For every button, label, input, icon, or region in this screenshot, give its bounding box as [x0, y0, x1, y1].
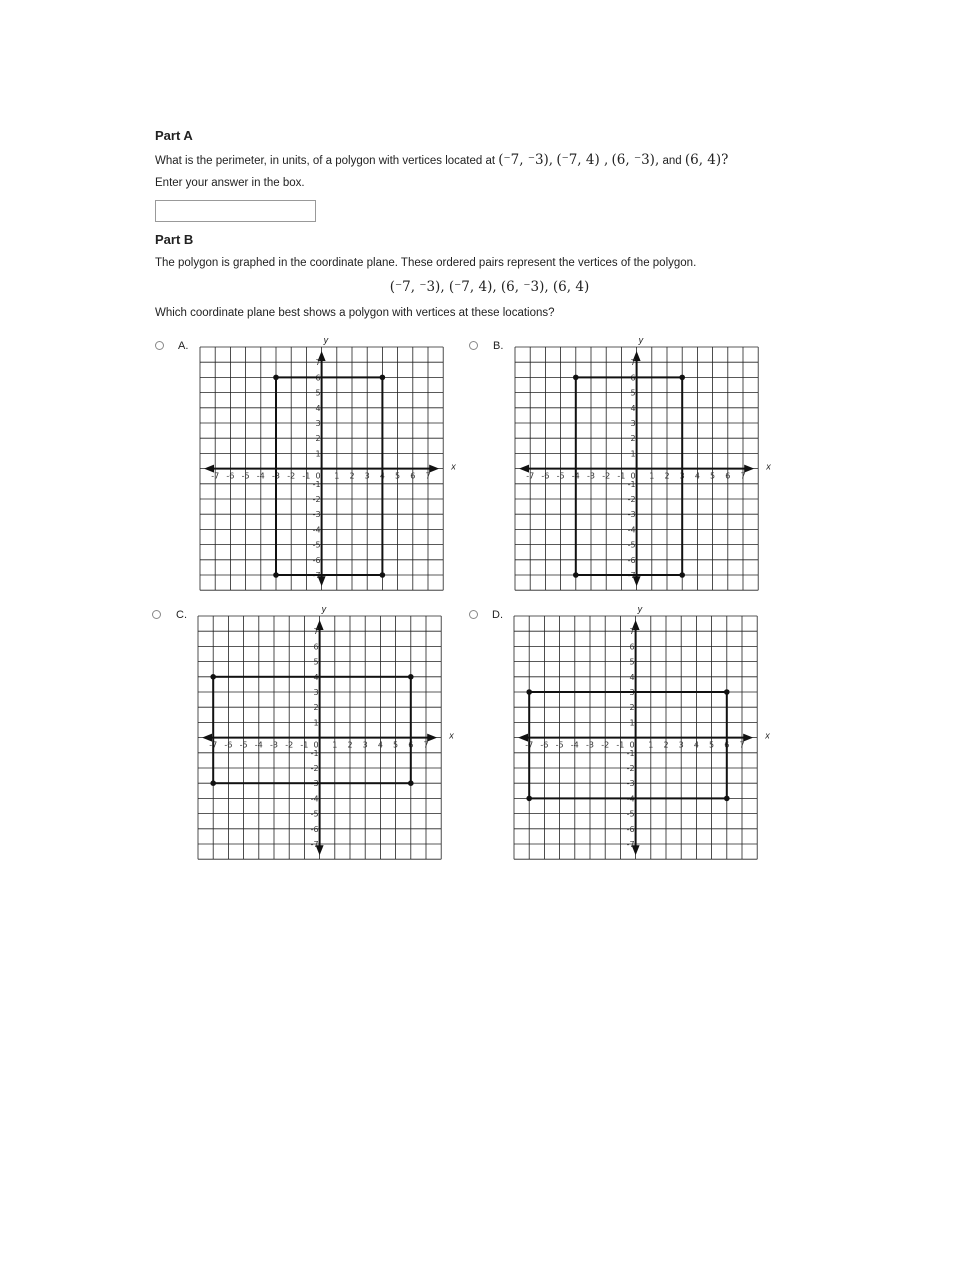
- y-tick-label: 4: [629, 672, 635, 682]
- option-d-radio[interactable]: [469, 610, 478, 619]
- part-b-intro: The polygon is graphed in the coordinate plane. These ordered pairs represent the vertices of the polygon.: [155, 257, 697, 269]
- x-tick-label: -5: [241, 471, 250, 481]
- x-axis-arrow-right: [429, 465, 439, 473]
- x-tick-label: -4: [256, 471, 265, 481]
- y-tick-label: 6: [313, 642, 319, 652]
- y-tick-label: -7: [312, 571, 321, 580]
- part-a-question: [155, 152, 728, 168]
- y-tick-label: 3: [313, 688, 319, 697]
- y-tick-label: 3: [629, 688, 635, 697]
- y-axis-label: y: [323, 335, 329, 345]
- y-tick-label: 6: [630, 373, 636, 383]
- origin-label: 0: [629, 740, 635, 750]
- option-a-label: A.: [178, 340, 189, 352]
- x-tick-label: -7: [211, 471, 220, 481]
- x-tick-label: -4: [254, 740, 263, 750]
- x-tick-label: 3: [679, 471, 685, 481]
- option-b-label: B.: [493, 340, 504, 352]
- y-tick-label: 7: [315, 358, 321, 368]
- y-tick-label: -1: [626, 748, 635, 758]
- y-tick-label: -2: [627, 495, 636, 504]
- x-tick-label: 4: [694, 471, 700, 481]
- vertex-point: [724, 689, 730, 695]
- x-tick-label: -6: [541, 471, 550, 481]
- x-tick-label: -1: [302, 471, 311, 481]
- y-tick-label: -3: [312, 510, 321, 520]
- x-tick-label: -3: [272, 471, 280, 481]
- y-tick-label: -5: [312, 540, 321, 550]
- x-tick-label: 7: [425, 471, 431, 481]
- y-tick-label: -5: [627, 540, 636, 550]
- option-d-label: D.: [492, 609, 503, 621]
- y-tick-label: 2: [629, 703, 635, 713]
- x-tick-label: 7: [739, 740, 745, 750]
- y-tick-label: -5: [310, 809, 319, 819]
- y-tick-label: 7: [630, 358, 636, 368]
- x-tick-label: -7: [526, 471, 535, 481]
- x-tick-label: -5: [239, 740, 248, 750]
- x-tick-label: 1: [334, 471, 340, 481]
- x-tick-label: 5: [710, 471, 716, 481]
- vertex-point: [408, 780, 414, 786]
- y-tick-label: -2: [312, 495, 321, 504]
- option-c-radio[interactable]: [152, 610, 161, 619]
- y-tick-label: -6: [626, 824, 635, 834]
- x-tick-label: -4: [570, 740, 579, 750]
- part-a-heading: Part A: [155, 128, 193, 143]
- y-tick-label: -4: [310, 794, 319, 804]
- x-tick-label: 3: [364, 471, 370, 481]
- vertex-2: (⁻7, 4) ,: [556, 152, 609, 168]
- part-b-question: Which coordinate plane best shows a polygon with vertices at these locations?: [155, 307, 555, 319]
- y-tick-label: -7: [627, 571, 636, 580]
- y-tick-label: -6: [312, 555, 321, 565]
- y-tick-label: 4: [630, 403, 636, 413]
- x-tick-label: -2: [287, 471, 296, 481]
- y-tick-label: 3: [315, 419, 321, 428]
- y-axis-label: y: [637, 604, 643, 614]
- x-tick-label: 7: [423, 740, 429, 750]
- y-tick-label: 1: [313, 718, 319, 728]
- vertex-point: [273, 375, 279, 381]
- y-tick-label: -1: [312, 479, 321, 489]
- y-tick-label: -3: [310, 779, 319, 789]
- x-axis-label: x: [449, 730, 454, 741]
- y-axis-label: y: [638, 335, 644, 345]
- vertex-point: [573, 375, 579, 381]
- vertex-point: [724, 796, 730, 802]
- y-tick-label: 2: [315, 434, 321, 444]
- x-tick-label: 5: [709, 740, 715, 750]
- x-tick-label: -1: [617, 471, 626, 481]
- y-axis-label: y: [321, 604, 327, 614]
- vertex-point: [679, 572, 685, 578]
- x-tick-label: 6: [725, 471, 731, 481]
- x-axis-label: x: [451, 461, 456, 472]
- vertex-3: (6, ⁻3),: [611, 152, 660, 168]
- x-tick-label: 6: [724, 740, 730, 750]
- x-tick-label: 4: [379, 471, 385, 481]
- x-tick-label: 2: [664, 471, 670, 481]
- origin-label: 0: [630, 471, 636, 481]
- x-tick-label: -1: [300, 740, 309, 750]
- y-tick-label: -2: [310, 764, 319, 773]
- x-tick-label: 4: [693, 740, 699, 750]
- x-tick-label: 2: [347, 740, 353, 750]
- y-tick-label: 5: [313, 657, 319, 667]
- option-b-radio[interactable]: [469, 341, 478, 350]
- x-tick-label: -7: [525, 740, 534, 750]
- answer-input[interactable]: [155, 200, 316, 222]
- x-tick-label: -3: [586, 740, 594, 750]
- vertex-point: [526, 796, 532, 802]
- y-tick-label: 1: [315, 449, 321, 459]
- vertex-point: [573, 572, 579, 578]
- x-tick-label: -6: [224, 740, 233, 750]
- x-tick-label: -3: [587, 471, 595, 481]
- x-tick-label: -6: [540, 740, 549, 750]
- y-tick-label: 5: [315, 388, 321, 398]
- vertex-point: [408, 674, 414, 680]
- x-tick-label: 1: [332, 740, 338, 750]
- vertex-point: [210, 674, 216, 680]
- option-c-graph: [192, 604, 454, 862]
- part-b-heading: Part B: [155, 232, 194, 247]
- x-tick-label: 2: [663, 740, 669, 750]
- vertex-point: [210, 780, 216, 786]
- x-tick-label: 3: [362, 740, 368, 750]
- part-a-instruction: Enter your answer in the box.: [155, 177, 305, 189]
- option-d-graph: [508, 604, 770, 862]
- x-tick-label: 6: [410, 471, 416, 481]
- y-tick-label: 1: [630, 449, 636, 459]
- vertex-point: [273, 572, 279, 578]
- x-tick-label: -6: [226, 471, 235, 481]
- x-tick-label: -1: [616, 740, 625, 750]
- x-axis-label: x: [765, 730, 770, 741]
- vertex-point: [679, 375, 685, 381]
- y-tick-label: 2: [630, 434, 636, 444]
- vertex-point: [526, 689, 532, 695]
- x-tick-label: -5: [555, 740, 564, 750]
- y-tick-label: -7: [626, 840, 635, 849]
- and-word: and: [662, 155, 682, 167]
- y-tick-label: 4: [313, 672, 319, 682]
- y-tick-label: 6: [629, 642, 635, 652]
- y-tick-label: -6: [627, 555, 636, 565]
- x-axis-label: x: [766, 461, 771, 472]
- y-tick-label: -1: [310, 748, 319, 758]
- x-tick-label: 1: [649, 471, 655, 481]
- x-tick-label: 7: [740, 471, 746, 481]
- x-tick-label: -4: [571, 471, 580, 481]
- y-tick-label: -4: [312, 525, 321, 535]
- y-tick-label: -5: [626, 809, 635, 819]
- x-tick-label: 1: [648, 740, 654, 750]
- y-tick-label: -4: [627, 525, 636, 535]
- origin-label: 0: [313, 740, 319, 750]
- option-b-graph: [509, 335, 771, 593]
- x-tick-label: 5: [393, 740, 399, 750]
- y-tick-label: 3: [630, 419, 636, 428]
- y-tick-label: -3: [627, 510, 636, 520]
- vertex-1: (⁻7, ⁻3),: [498, 152, 554, 168]
- x-tick-label: 6: [408, 740, 414, 750]
- y-tick-label: 5: [630, 388, 636, 398]
- x-axis-arrow-right: [743, 734, 753, 742]
- vertex-4: (6, 4)?: [684, 152, 729, 168]
- option-a-radio[interactable]: [155, 341, 164, 350]
- y-tick-label: -2: [626, 764, 635, 773]
- x-axis-arrow-right: [744, 465, 754, 473]
- vertex-point: [380, 572, 386, 578]
- option-c-label: C.: [176, 609, 187, 621]
- x-tick-label: 5: [395, 471, 401, 481]
- x-tick-label: -2: [285, 740, 294, 750]
- x-tick-label: 2: [349, 471, 355, 481]
- vertex-point: [380, 375, 386, 381]
- y-tick-label: 1: [629, 718, 635, 728]
- y-tick-label: -1: [627, 479, 636, 489]
- part-a-question-text: What is the perimeter, in units, of a polygon with vertices located at: [155, 155, 496, 167]
- y-tick-label: -3: [626, 779, 635, 789]
- y-tick-label: 6: [315, 373, 321, 383]
- vertices-list: (⁻7, ⁻3), (⁻7, 4), (6, ⁻3), (6, 4): [389, 279, 590, 295]
- x-tick-label: -7: [209, 740, 218, 750]
- x-tick-label: 4: [377, 740, 383, 750]
- y-tick-label: -7: [310, 840, 319, 849]
- y-tick-label: -4: [626, 794, 635, 804]
- x-axis-arrow-right: [427, 734, 437, 742]
- x-tick-label: -2: [601, 740, 610, 750]
- x-tick-label: -3: [270, 740, 278, 750]
- y-tick-label: -6: [310, 824, 319, 834]
- y-tick-label: 7: [629, 627, 635, 637]
- y-tick-label: 4: [315, 403, 321, 413]
- x-tick-label: 3: [678, 740, 684, 750]
- y-tick-label: 5: [629, 657, 635, 667]
- x-tick-label: -5: [556, 471, 565, 481]
- y-tick-label: 2: [313, 703, 319, 713]
- option-a-graph: [194, 335, 456, 593]
- origin-label: 0: [315, 471, 321, 481]
- y-tick-label: 7: [313, 627, 319, 637]
- x-tick-label: -2: [602, 471, 611, 481]
